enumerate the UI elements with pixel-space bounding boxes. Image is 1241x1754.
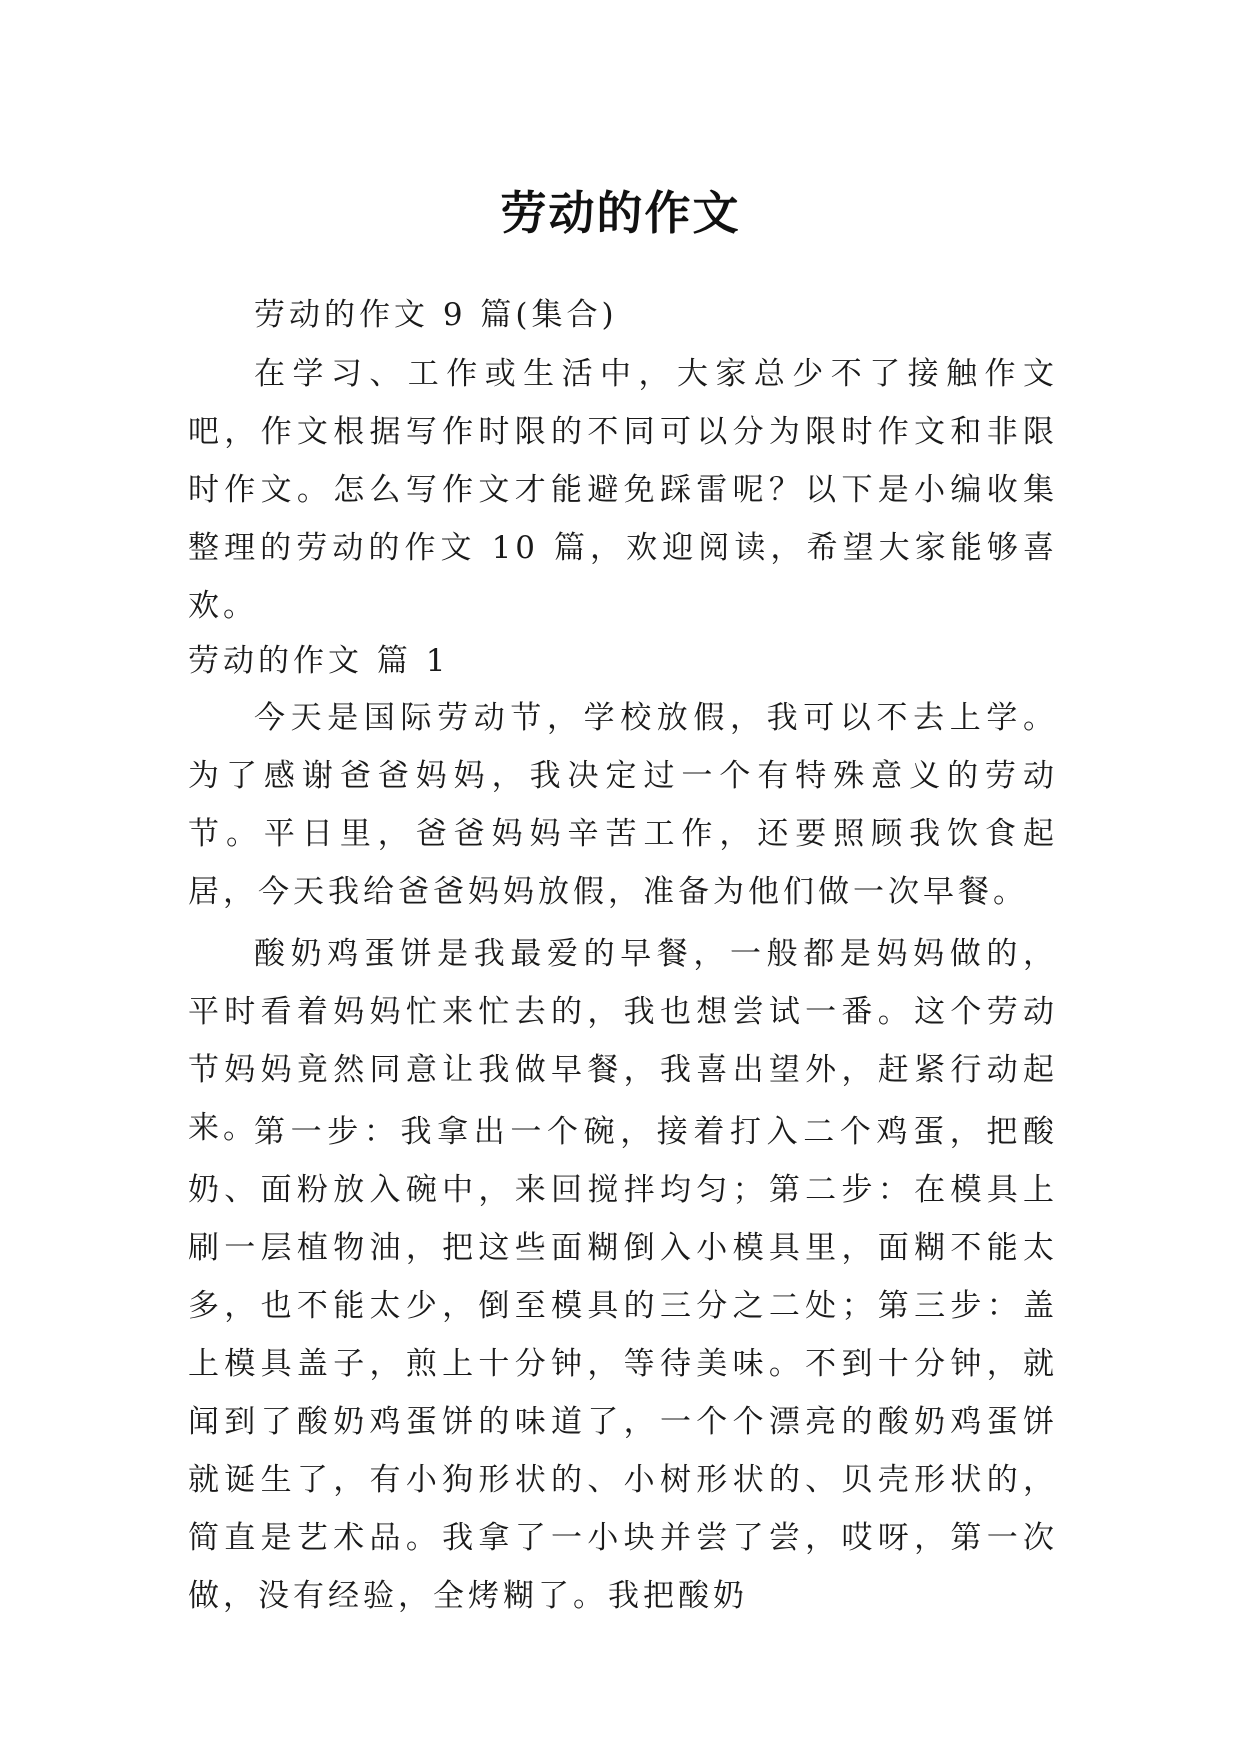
intro-paragraph: 在学习、工作或生活中，大家总少不了接触作文吧，作文根据写作时限的不同可以分为限时作文和非限时作文。怎么写作文才能避免踩雷呢？以下是小编收集整理的劳动的作文 10 篇，欢迎阅读，希望大家能够喜欢。	[188, 356, 1058, 624]
body-paragraph-2: 酸奶鸡蛋饼是我最爱的早餐，一般都是妈妈做的，平时看着妈妈忙来忙去的，我也想尝试一番。这个劳动节妈妈竟然同意让我做早餐，我喜出望外，赶紧行动起来。	[188, 936, 1058, 1146]
body-paragraph-1: 今天是国际劳动节，学校放假，我可以不去上学。为了感谢爸爸妈妈，我决定过一个有特殊意义的劳动节。平日里，爸爸妈妈辛苦工作，还要照顾我饮食起居，今天我给爸爸妈妈放假，准备为他们做一次早餐。	[188, 700, 1058, 910]
section-heading: 劳动的作文 篇 1	[188, 643, 450, 679]
body-paragraph-3: 第一步：我拿出一个碗，接着打入二个鸡蛋，把酸奶、面粉放入碗中，来回搅拌均匀；第二步：在模具上刷一层植物油，把这些面糊倒入小模具里，面糊不能太多，也不能太少，倒至模具的三分之二处；第三步：盖上模具盖子，煎上十分钟，等待美味。不到十分钟，就闻到了酸奶鸡蛋饼的味道了，一个个漂亮的酸奶鸡蛋饼就诞生了，有小狗形状的、小树形状的、贝壳形状的，简直是艺术品。我拿了一小块并尝了尝，哎呀，第一次做，没有经验，全烤糊了。我把酸奶	[188, 1114, 1058, 1614]
document-title: 劳动的作文	[500, 185, 741, 240]
document-subtitle: 劳动的作文 9 篇(集合)	[254, 297, 618, 333]
